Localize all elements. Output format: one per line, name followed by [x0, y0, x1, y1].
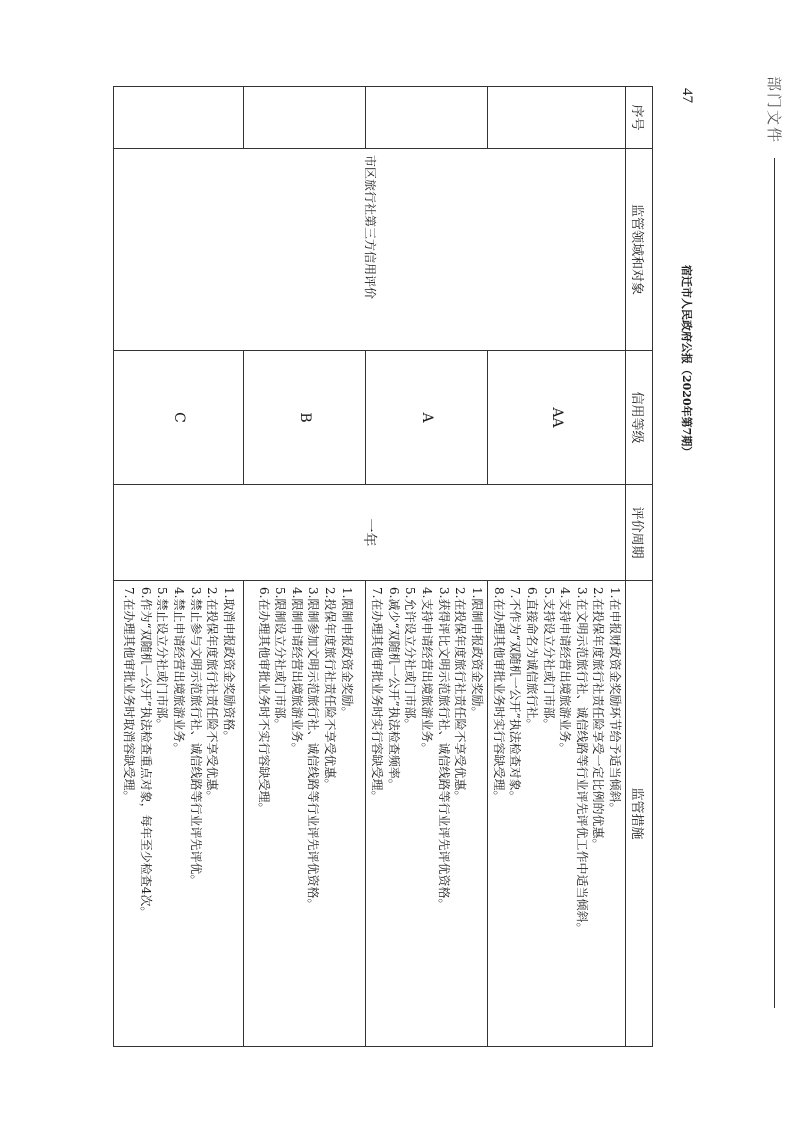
- header-grade: 信用等级: [626, 351, 653, 485]
- credit-regulation-table: [113, 86, 653, 1047]
- measure-item: 2.在投保年度旅行社责任险不享受优惠。: [205, 587, 220, 803]
- publication-footer: 宿迁市人民政府公报（2020年第7期）: [680, 265, 693, 458]
- measure-item: 2.投保年度旅行社责任险不享受优惠。: [322, 587, 337, 791]
- measure-item: 4.支持申请经营出境旅游业务。: [558, 587, 573, 755]
- table-row: [488, 87, 626, 1047]
- measure-item: 7.在办理其他审批业务时实行容缺受理。: [370, 587, 385, 803]
- header-subject: 监管领域和对象: [626, 149, 653, 351]
- measure-item: 1.限制申报政资金奖励。: [339, 587, 354, 719]
- measure-item: 8.在办理其他审批业务时实行容缺受理。: [491, 587, 506, 803]
- measure-item: 6.减少“双随机一公开”执法检查频率。: [386, 587, 401, 791]
- measure-item: 5.允许设立分社或门市部。: [403, 587, 418, 731]
- grade-cell: A: [366, 351, 488, 485]
- subject-cell: 市区旅行社第三方信用评价: [114, 149, 626, 351]
- measure-item: 4.支持申请经营出境旅游业务。: [420, 587, 435, 755]
- header-measures: 监管措施: [626, 581, 653, 1047]
- measure-item: 3.在文明示范旅行社、诚信线路等行业评先评优工作中适当倾斜。: [574, 587, 589, 935]
- measure-item: 7.不作为“双随机一公开”执法检查对象。: [508, 587, 523, 803]
- measure-item: 5.支持设立分社或门市部。: [541, 587, 556, 731]
- header-index: 序号: [626, 87, 653, 149]
- period-cell: 一年: [114, 485, 626, 581]
- measures-cell: [244, 581, 366, 1047]
- index-cell: [114, 87, 244, 149]
- measure-item: 3.获得评比文明示范旅行社、诚信线路等行业评先评优资格。: [436, 587, 451, 911]
- measure-item: 1.在申报财政资金奖励环节给予适当倾斜。: [608, 587, 622, 815]
- measure-item: 1.限制申报政资金奖励。: [469, 587, 484, 719]
- measure-item: 5.禁止设立分社或门市部。: [155, 587, 170, 731]
- measure-item: 7.在办理其他审批业务时取消容缺受理。: [122, 587, 137, 803]
- grade-cell: C: [114, 351, 244, 485]
- measure-item: 6.直接命名为诚信旅行社。: [525, 587, 540, 731]
- measure-item: 1.取消申报政资金奖励资格。: [221, 587, 236, 743]
- grade-cell: B: [244, 351, 366, 485]
- index-cell: [488, 87, 626, 149]
- measure-item: 6.作为“双随机一公开”执法检查重点对象，每年至少检查4次。: [138, 587, 153, 919]
- measure-item: 3.禁止参与文明示范旅行社、诚信线路等行业评先评优。: [188, 587, 203, 887]
- measures-cell: [366, 581, 488, 1047]
- grade-cell: AA: [488, 351, 626, 485]
- measure-item: 2.在投保年度旅行社责任险不享受优惠。: [453, 587, 468, 803]
- department-header: 部门文件: [765, 76, 783, 145]
- table-header-row: [626, 87, 653, 1047]
- measure-item: 4.禁止申请经营出境旅游业务。: [172, 587, 187, 755]
- header-rule: [774, 158, 775, 1008]
- measure-item: 2.在投保年度旅行社责任险享受一定比例的优惠。: [591, 587, 606, 851]
- measures-cell: [488, 581, 626, 1047]
- measure-item: 6.在办理其他审批业务时不实行容缺受理。: [256, 587, 271, 815]
- measure-item: 4.限制申请经营出境旅游业务。: [289, 587, 304, 755]
- index-cell: [244, 87, 366, 149]
- header-period: 评价周期: [626, 485, 653, 581]
- index-cell: [366, 87, 488, 149]
- measures-cell: [114, 581, 244, 1047]
- measure-item: 3.限制参加文明示范旅行社、诚信线路等行业评先评优资格。: [306, 587, 321, 911]
- measure-item: 5.限制设立分社或门市部。: [273, 587, 288, 731]
- page-number: 47: [679, 88, 695, 103]
